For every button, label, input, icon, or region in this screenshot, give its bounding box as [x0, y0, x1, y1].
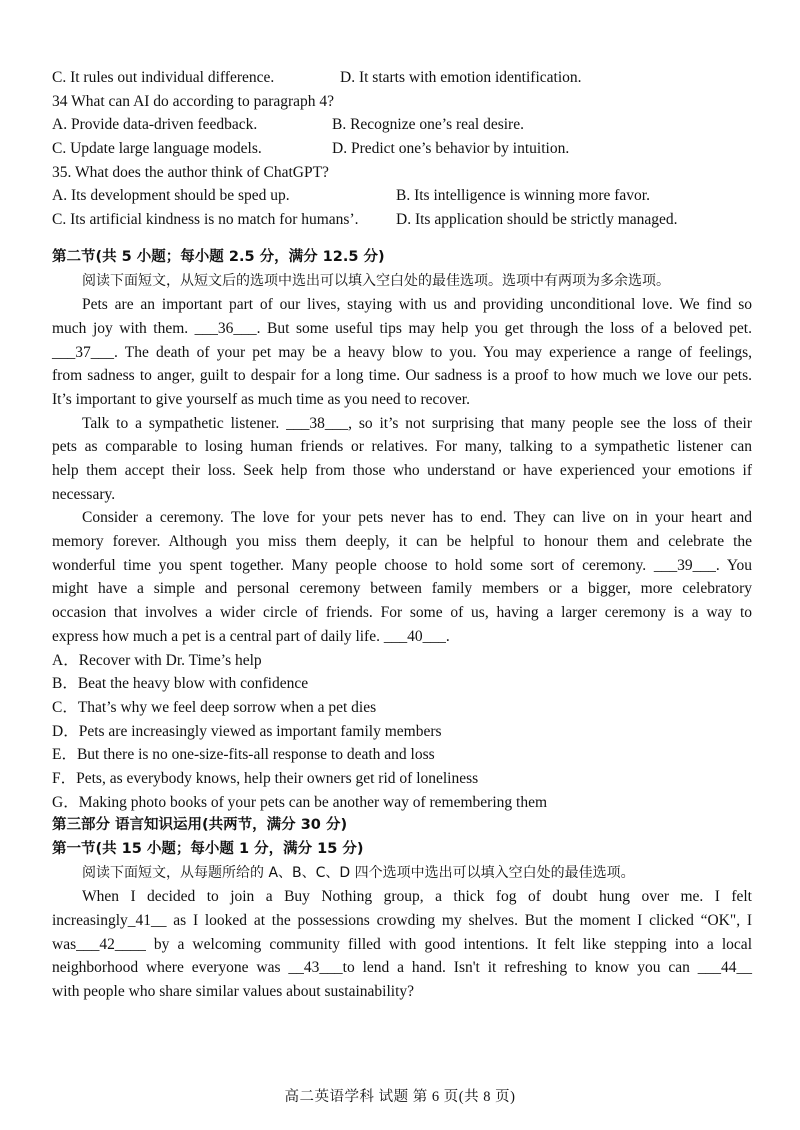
part3-instruction: 阅读下面短文，从每题所给的 A、B、C、D 四个选项中选出可以填入空白处的最佳选项。 [82, 864, 635, 881]
q35-option-c: C. Its artificial kindness is no match for humans’. [52, 211, 359, 229]
passage-line: pets as comparable to losing human friends or relatives. For many, talking to a sympathetic listener can [52, 438, 752, 456]
q35-options-cd [52, 208, 752, 232]
q34-option-c: C. Update large language models. [52, 140, 262, 158]
cloze-line: When I decided to join a Buy Nothing group, a thick fog of doubt hung over me. I felt [82, 888, 752, 906]
q35-stem: 35. What does the author think of ChatGPT? [52, 163, 329, 181]
passage-line: Talk to a sympathetic listener. ___38___, so it’s not surprising that many people see the loss of their [82, 414, 752, 432]
q34-option-d: D. Predict one’s behavior by intuition. [332, 140, 570, 158]
passage-line: occasion that involves a wider circle of friends. For some of us, having a larger ceremony is a way to [52, 604, 752, 622]
q34-options-ab [52, 113, 752, 137]
q35-option-b: B. Its intelligence is winning more favor. [396, 187, 650, 205]
option-b: B．Beat the heavy blow with confidence [52, 675, 309, 693]
passage-line: might have a simple and personal ceremony between family members or a bigger, more celebratory [52, 580, 752, 598]
section2-instruction: 阅读下面短文，从短文后的选项中选出可以填入空白处的最佳选项。选项中有两项为多余选项。 [82, 272, 670, 289]
passage-line: memory forever. Although you miss them deeply, it can be helpful to honour them and celebrate the [52, 533, 752, 551]
section2-title: 第二节(共 5 小题；每小题 2.5 分，满分 12.5 分) [52, 248, 385, 265]
part3-section1-title: 第一节(共 15 小题；每小题 1 分，满分 15 分) [52, 841, 364, 857]
cloze-line: with people who share similar values about sustainability? [52, 983, 415, 1001]
option-a: A．Recover with Dr. Time’s help [52, 651, 262, 669]
option-c: C．That’s why we feel deep sorrow when a pet dies [52, 698, 377, 716]
cloze-line: was___42____ by a welcoming community filled with good intentions. It felt like stepping into a local [52, 935, 752, 953]
passage-line: much joy with them. ___36___. But some useful tips may help you get through the loss of a beloved pet. [52, 319, 752, 337]
passage-line: ___37___. The death of your pet may be a heavy blow to you. You may experience a range of feelings, [52, 343, 752, 361]
passage-line: It’s important to give yourself as much time as you need to recover. [52, 390, 470, 408]
part3-title: 第三部分 语言知识运用(共两节，满分 30 分) [52, 817, 348, 834]
passage-line: from sadness to anger, guilt to despair for a long time. Our sadness is a proof to how much we love our pets. [52, 367, 752, 385]
passage-line: Consider a ceremony. The love for your pets never has to end. They can live on in your heart and [82, 509, 752, 527]
q34-option-a: A. Provide data-driven feedback. [52, 116, 258, 134]
q34-stem: 34 What can AI do according to paragraph 4? [52, 92, 335, 110]
q35-option-a: A. Its development should be sped up. [52, 187, 290, 205]
option-e: E．But there is no one-size-fits-all response to death and loss [52, 746, 435, 764]
q33-option-d: D. It starts with emotion identification. [340, 69, 582, 86]
q33-options-cd [52, 66, 752, 90]
q33-option-c: C. It rules out individual difference. [52, 69, 275, 86]
cloze-line: increasingly_41__ as I looked at the possessions crowding my shelves. But the moment I clicked “OK", I [52, 912, 752, 930]
page-footer: 高二英语学科 试题 第 6 页(共 8 页) [284, 1089, 516, 1105]
q34-options-cd [52, 137, 752, 161]
passage-line: wonderful time you spent together. Many people choose to hold some sort of ceremony. ___39___. You [52, 556, 752, 574]
q34-option-b: B. Recognize one’s real desire. [332, 116, 524, 134]
passage-line: necessary. [52, 485, 116, 503]
passage-line: Pets are an important part of our lives, staying with us and providing unconditional love. We find so [82, 296, 752, 314]
q35-options-ab [52, 184, 752, 208]
passage-line: help them accept their loss. Seek help from those who understand or have experienced your emotions if [52, 462, 752, 479]
option-g: G．Making photo books of your pets can be another way of remembering them [52, 793, 548, 811]
q35-option-d: D. Its application should be strictly managed. [396, 211, 678, 229]
option-d: D．Pets are increasingly viewed as important family members [52, 722, 442, 740]
passage-line: express how much a pet is a central part of daily life. ___40___. [52, 627, 450, 645]
cloze-line: neighborhood where everyone was __43___to lend a hand. Isn't it refreshing to know you can ___44__ [52, 959, 752, 977]
option-f: F．Pets, as everybody knows, help their owners get rid of loneliness [52, 769, 479, 787]
exam-page [52, 66, 752, 1004]
